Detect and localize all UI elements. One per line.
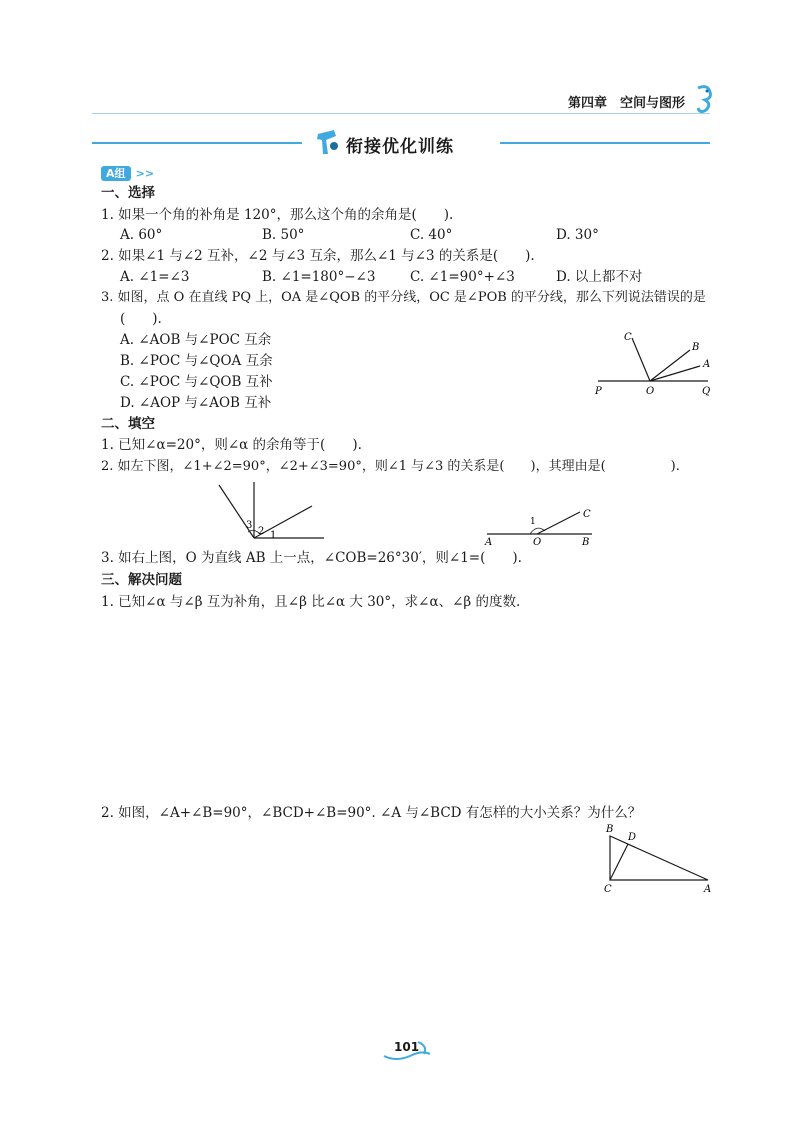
chapter-title: 第四章 空间与图形 (568, 96, 686, 111)
label-a: A (703, 359, 711, 370)
section-title-choice: 一、选择 (101, 185, 155, 201)
option: C. ∠1=90°+∠3 (410, 269, 515, 285)
label-d: D (628, 832, 637, 843)
question-2-1: 1. 已知∠α=20°，则∠α 的余角等于( ). (101, 437, 362, 453)
label-c: C (604, 884, 612, 894)
option: B. 50° (262, 227, 305, 243)
figure-angle-bisectors (590, 326, 720, 398)
label-q: Q (702, 386, 711, 397)
figure-three-angles (214, 480, 334, 544)
label-c: C (624, 332, 632, 343)
option: D. 以上都不对 (556, 269, 643, 285)
option: A. ∠1=∠3 (120, 269, 190, 285)
banner-icon (314, 128, 340, 160)
section-title-solve: 三、解决问题 (101, 572, 182, 588)
option: C. 40° (410, 227, 453, 243)
option: A. ∠AOB 与∠POC 互余 (120, 332, 272, 348)
figure-right-triangle (598, 822, 716, 894)
label-1: 1 (530, 517, 536, 527)
group-badge (101, 162, 154, 181)
banner-rule-right (500, 142, 710, 144)
figure-line-ab (482, 504, 602, 546)
label-a: A (485, 537, 493, 546)
question-1-2: 2. 如果∠1 与∠2 互补，∠2 与∠3 互余，那么∠1 与∠3 的关系是( ). (101, 248, 535, 264)
option: B. ∠1=180°−∠3 (262, 269, 376, 285)
chevrons: >> (135, 167, 155, 180)
banner-title: 衔接优化训练 (346, 137, 454, 157)
header-rule (92, 113, 710, 114)
question-3-1: 1. 已知∠α 与∠β 互为补角，且∠β 比∠α 大 30°，求∠α、∠β 的度数. (101, 594, 521, 610)
label-c: C (583, 509, 591, 520)
question-3-2: 2. 如图，∠A+∠B=90°，∠BCD+∠B=90°. ∠A 与∠BCD 有怎样的大小关系？为什么？ (101, 805, 642, 821)
option: A. 60° (120, 227, 163, 243)
page-number: 101 (394, 1040, 420, 1054)
group-label: A组 (101, 166, 131, 181)
option: C. ∠POC 与∠QOB 互补 (120, 374, 273, 390)
answer-paren: ( ). (120, 311, 162, 327)
option: D. ∠AOP 与∠AOB 互补 (120, 395, 272, 411)
label-o: O (646, 386, 655, 397)
label-b: B (692, 342, 700, 353)
label-3: 3 (246, 520, 253, 531)
label-1: 1 (270, 530, 277, 541)
label-2: 2 (258, 526, 265, 537)
label-p: P (595, 386, 602, 397)
banner-rule-left (92, 142, 302, 144)
question-1-1: 1. 如果一个角的补角是 120°，那么这个角的余角是( ). (101, 207, 454, 223)
question-1-3: 3. 如图，点 O 在直线 PQ 上，OA 是∠QOB 的平分线，OC 是∠POB 的平分线，那么下列说法错误的是 (101, 290, 706, 305)
section-title-fill: 二、填空 (101, 416, 155, 432)
label-b: B (606, 824, 614, 835)
option: B. ∠POC 与∠QOA 互余 (120, 353, 273, 369)
question-2-3: 3. 如右上图，O 为直线 AB 上一点，∠COB=26°30′，则∠1=( ). (101, 550, 522, 566)
label-a: A (704, 884, 712, 894)
question-2-2: 2. 如左下图，∠1+∠2=90°，∠2+∠3=90°，则∠1 与∠3 的关系是( )，其理由是( ). (101, 459, 680, 474)
option: D. 30° (556, 227, 599, 243)
label-o: O (533, 537, 542, 546)
label-b: B (582, 537, 590, 546)
